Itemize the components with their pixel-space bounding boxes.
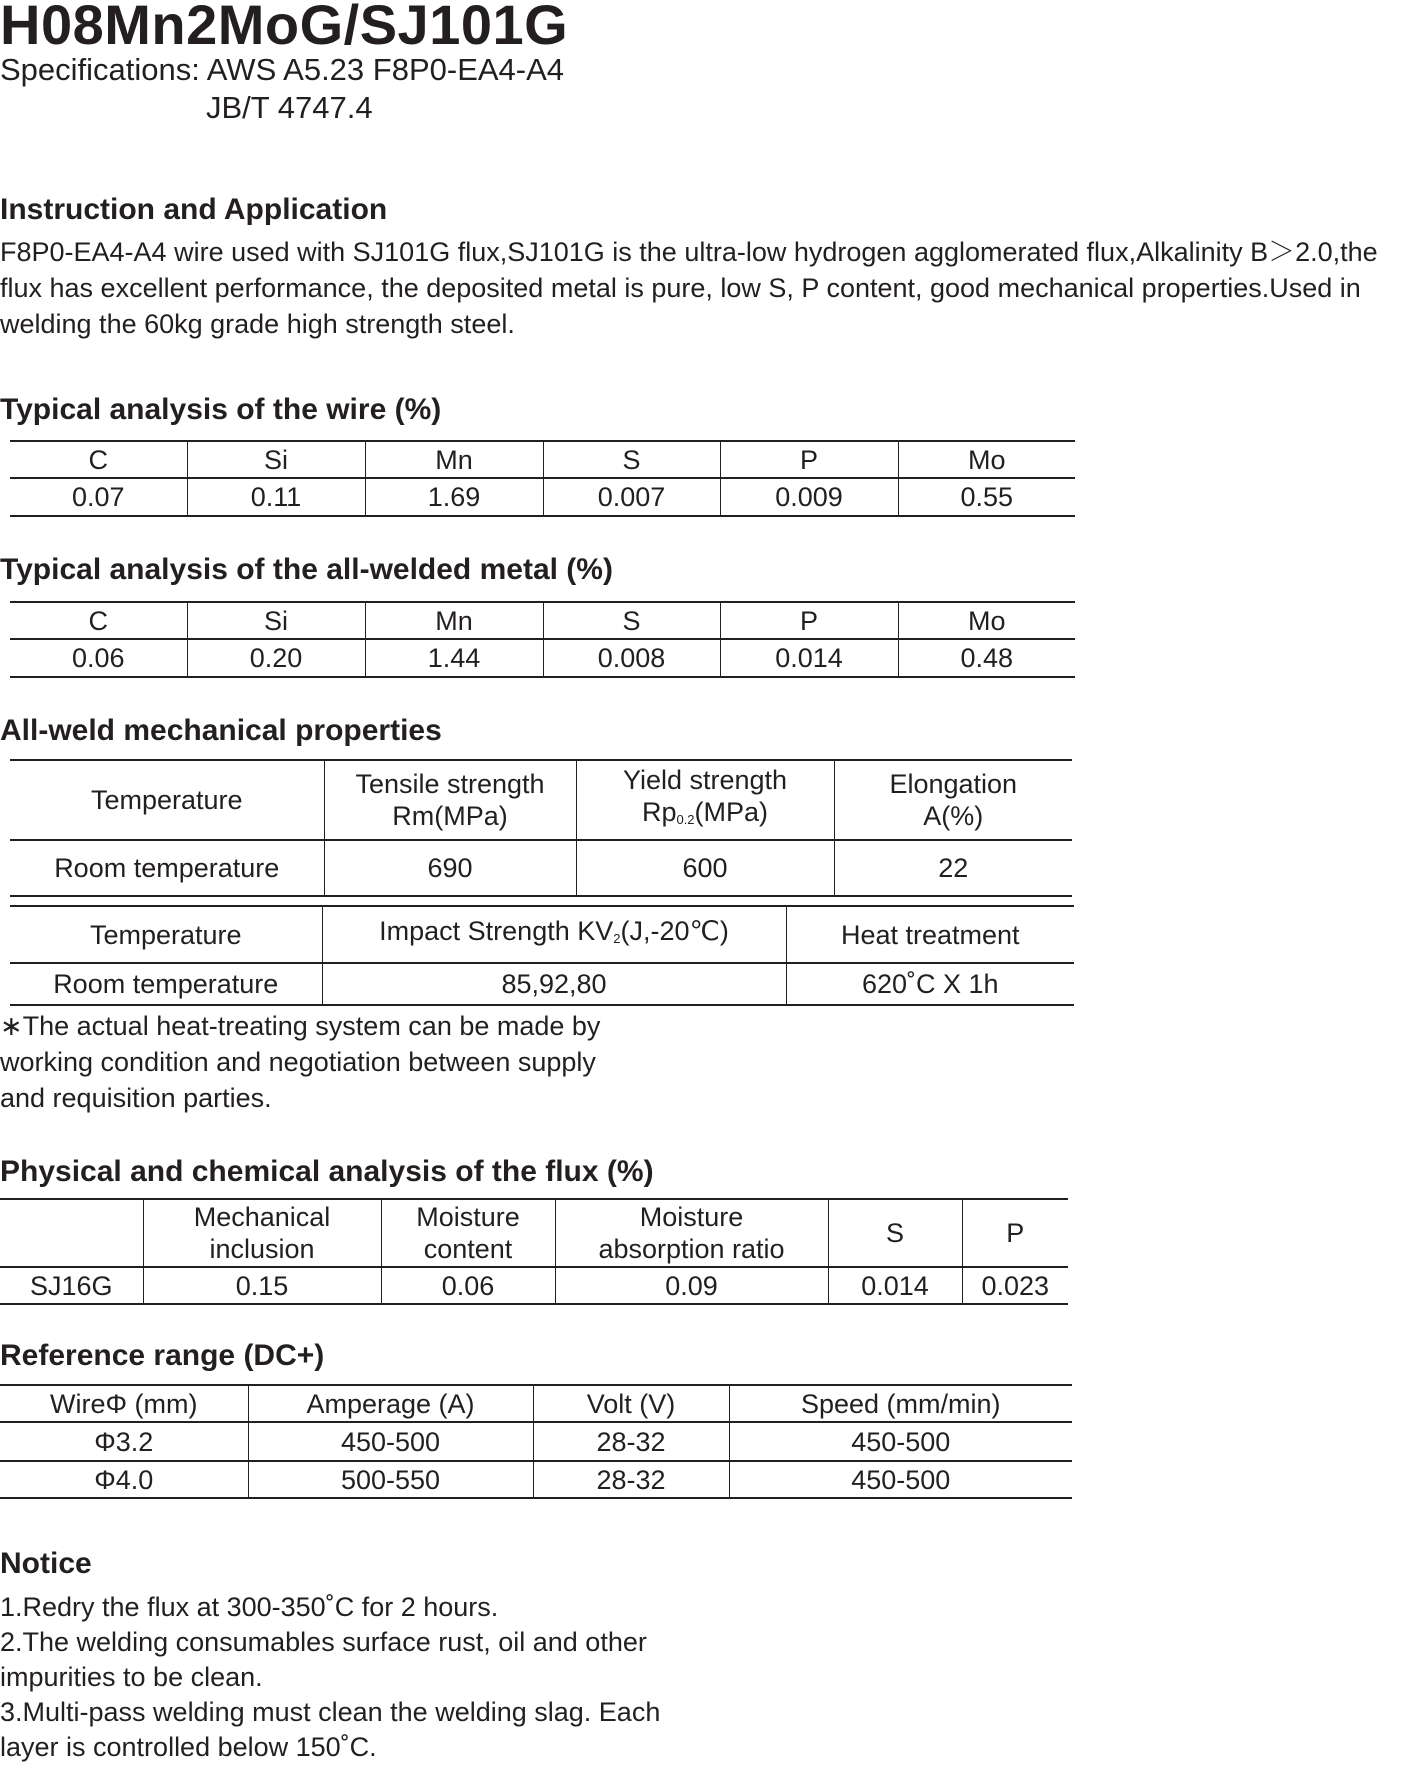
mech-line-2: inclusion [209, 1234, 315, 1264]
col-header-mn: Mn [365, 602, 543, 639]
value-mo: 0.55 [898, 478, 1075, 516]
value-mechanical-inclusion: 0.15 [143, 1267, 381, 1304]
value-s: 0.014 [828, 1267, 962, 1304]
moist-line-1: Moisture [416, 1202, 520, 1232]
value-c: 0.06 [10, 639, 187, 677]
value-tensile: 690 [324, 840, 576, 896]
notice-line-3: impurities to be clean. [0, 1662, 263, 1692]
weld-analysis-table [10, 601, 1075, 678]
col-header-mo: Mo [898, 441, 1075, 478]
table-header-row [10, 760, 1072, 840]
col-header-p: P [720, 441, 898, 478]
value-amperage: 500-550 [248, 1461, 533, 1498]
row-name: SJ16G [0, 1267, 143, 1304]
mechanical-table [10, 759, 1072, 897]
value-mo: 0.48 [898, 639, 1075, 677]
weld-analysis-heading: Typical analysis of the all-welded metal (%) [0, 553, 613, 586]
col-header-s: S [828, 1199, 962, 1267]
table-row [0, 1422, 1072, 1461]
reference-heading: Reference range (DC+) [0, 1339, 325, 1372]
tensile-line-2: Rm(MPa) [392, 801, 508, 831]
mech-line-1: Mechanical [193, 1202, 331, 1232]
notice-line-1: 1.Redry the flux at 300-350˚C for 2 hours. [0, 1592, 499, 1622]
col-header-volt: Volt (V) [533, 1385, 729, 1422]
col-header-p: P [962, 1199, 1068, 1267]
table-row [10, 963, 1074, 1005]
flux-table [0, 1198, 1068, 1305]
value-p: 0.014 [720, 639, 898, 677]
impact-table [10, 905, 1074, 1006]
row-temperature: Room temperature [10, 840, 324, 896]
col-header-si: Si [187, 602, 365, 639]
col-header-temperature: Temperature [10, 906, 322, 963]
col-header-c: C [10, 441, 187, 478]
col-header-moisture-content [381, 1199, 555, 1267]
yield-line-1: Yield strength [622, 765, 788, 795]
value-impact: 85,92,80 [322, 963, 786, 1005]
yield-line-2a: Rp [641, 797, 677, 827]
table-row [10, 478, 1075, 516]
col-header-c: C [10, 602, 187, 639]
tensile-line-1: Tensile strength [355, 769, 545, 799]
table-row [0, 1267, 1068, 1304]
value-c: 0.07 [10, 478, 187, 516]
spec-line-1: Specifications: AWS A5.23 F8P0-EA4-A4 [0, 52, 565, 87]
value-s: 0.007 [543, 478, 720, 516]
value-p: 0.009 [720, 478, 898, 516]
col-header-heat-treatment: Heat treatment [786, 906, 1074, 963]
notice-line-5: layer is controlled below 150˚C. [0, 1732, 377, 1762]
col-header-s: S [543, 602, 720, 639]
elong-line-2: A(%) [923, 801, 984, 831]
value-absorption: 0.09 [555, 1267, 828, 1304]
value-mn: 1.44 [365, 639, 543, 677]
value-yield: 600 [576, 840, 834, 896]
notice-heading: Notice [0, 1547, 92, 1580]
abs-line-2: absorption ratio [598, 1234, 785, 1264]
value-volt: 28-32 [533, 1422, 729, 1461]
value-elongation: 22 [834, 840, 1072, 896]
value-speed: 450-500 [729, 1422, 1072, 1461]
table-header-row [0, 1199, 1068, 1267]
notice-line-4: 3.Multi-pass welding must clean the welding slag. Each [0, 1697, 661, 1727]
impact-label-a: Impact Strength KV [379, 915, 614, 946]
impact-note: ∗The actual heat-treating system can be made by working condition and negotiation between supply and requisition parties. [0, 1011, 601, 1113]
moist-line-2: content [423, 1234, 513, 1264]
elong-line-1: Elongation [889, 769, 1018, 799]
col-header-absorption [555, 1199, 828, 1267]
col-header-elongation [834, 760, 1072, 840]
col-header-mo: Mo [898, 602, 1075, 639]
col-header-amperage: Amperage (A) [248, 1385, 533, 1422]
value-p: 0.023 [962, 1267, 1068, 1304]
impact-subscript: 2 [613, 930, 621, 946]
col-header-yield [576, 760, 834, 840]
table-row [0, 1461, 1072, 1498]
col-header-si: Si [187, 441, 365, 478]
value-si: 0.20 [187, 639, 365, 677]
page-title: H08Mn2MoG/SJ101G [0, 0, 569, 56]
table-header-row [10, 441, 1075, 478]
flux-heading: Physical and chemical analysis of the flux (%) [0, 1155, 654, 1188]
notice-line-2: 2.The welding consumables surface rust, oil and other [0, 1627, 647, 1657]
row-temperature: Room temperature [10, 963, 322, 1005]
spec-line-2: JB/T 4747.4 [206, 90, 373, 125]
value-amperage: 450-500 [248, 1422, 533, 1461]
col-header-s: S [543, 441, 720, 478]
col-header-blank [0, 1199, 143, 1267]
table-row [10, 840, 1072, 896]
notice-list [0, 1590, 660, 1765]
yield-subscript: 0.2 [676, 812, 695, 827]
value-s: 0.008 [543, 639, 720, 677]
table-header-row [0, 1385, 1072, 1422]
mechanical-heading: All-weld mechanical properties [0, 714, 442, 747]
col-header-mechanical-inclusion [143, 1199, 381, 1267]
value-wire: Φ3.2 [0, 1422, 248, 1461]
abs-line-1: Moisture [639, 1202, 744, 1232]
yield-line-2b: (MPa) [694, 797, 769, 827]
value-speed: 450-500 [729, 1461, 1072, 1498]
col-header-impact [322, 906, 786, 963]
col-header-speed: Speed (mm/min) [729, 1385, 1072, 1422]
col-header-tensile [324, 760, 576, 840]
value-wire: Φ4.0 [0, 1461, 248, 1498]
instruction-text: F8P0-EA4-A4 wire used with SJ101G flux,SJ101G is the ultra-low hydrogen agglomerated flux,Alkalinity B＞2.0,the flux has excellent performance, the deposited metal is pure, low S, P content, good mechanical properties.Used in welding the 60kg grade high strength steel. [0, 237, 1378, 339]
wire-analysis-heading: Typical analysis of the wire (%) [0, 393, 442, 426]
value-moisture-content: 0.06 [381, 1267, 555, 1304]
table-header-row [10, 602, 1075, 639]
col-header-p: P [720, 602, 898, 639]
col-header-mn: Mn [365, 441, 543, 478]
instruction-heading: Instruction and Application [0, 193, 388, 226]
value-volt: 28-32 [533, 1461, 729, 1498]
value-si: 0.11 [187, 478, 365, 516]
table-row [10, 639, 1075, 677]
col-header-temperature: Temperature [10, 760, 324, 840]
table-header-row [10, 906, 1074, 963]
reference-table [0, 1384, 1072, 1499]
value-mn: 1.69 [365, 478, 543, 516]
impact-label-b: (J,-20℃) [620, 915, 729, 946]
wire-analysis-table [10, 440, 1075, 517]
col-header-wire: WireΦ (mm) [0, 1385, 248, 1422]
value-heat-treatment: 620˚C X 1h [786, 963, 1074, 1005]
